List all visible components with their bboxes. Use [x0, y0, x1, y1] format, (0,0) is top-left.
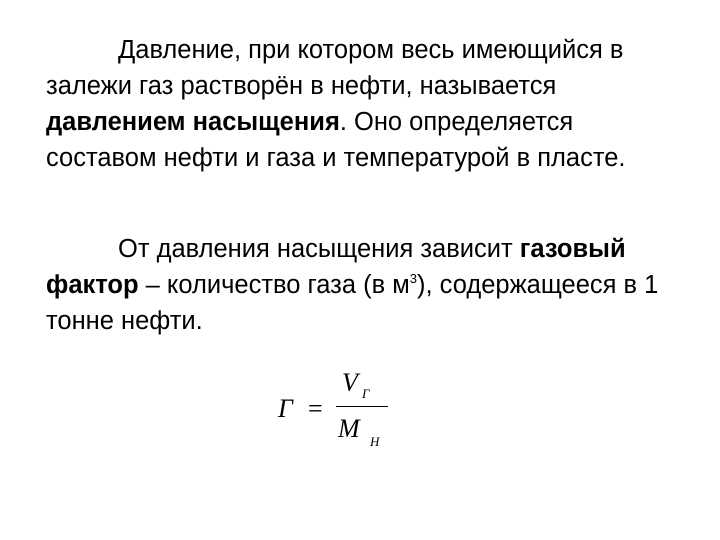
formula-denominator: M — [338, 414, 360, 443]
fraction-bar — [336, 406, 388, 407]
paragraph2-text-after: ), содержащееся в 1 тонне нефти. — [46, 271, 659, 335]
term-gas-factor: газовый фактор — [46, 235, 626, 299]
formula-denominator-subscript: Н — [370, 434, 380, 449]
formula-numerator-subscript: Г — [362, 386, 370, 401]
formula-equals-sign: = — [308, 394, 323, 423]
paragraph2-text-middle: – количество газа (в м — [138, 271, 410, 299]
paragraph1-text-before: Давление, при котором весь имеющийся в залежи газ растворён в нефти, называется — [46, 36, 624, 100]
gas-factor-formula — [278, 368, 408, 458]
definition-paragraph — [46, 32, 686, 176]
paragraph2-text-before: От давления насыщения зависит — [118, 235, 520, 263]
formula-numerator: V — [342, 368, 358, 397]
cubic-superscript: 3 — [409, 271, 418, 286]
formula-lhs: Г — [278, 394, 293, 423]
term-saturation-pressure: давлением насыщения — [46, 108, 340, 136]
paragraph1-text-after: . Оно определяется составом нефти и газа и температурой в пласте. — [46, 108, 626, 172]
gas-factor-paragraph — [46, 231, 686, 339]
